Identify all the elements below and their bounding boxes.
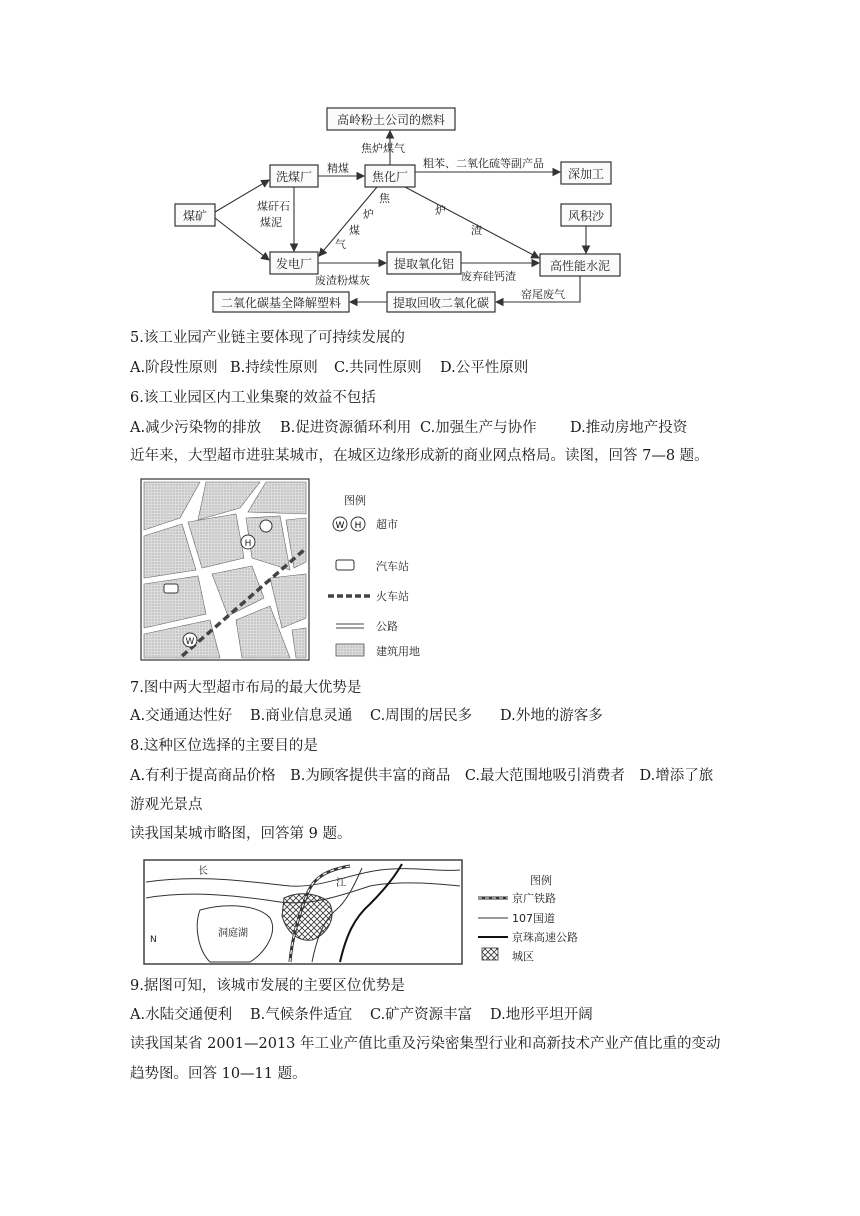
question-5: 5.该工业园产业链主要体现了可持续发展的 <box>130 330 405 346</box>
q7-option-d: D.外地的游客多 <box>500 708 603 724</box>
node-mine: 煤矿 <box>182 209 208 223</box>
intro-10-11-line2: 趋势图。回答 10—11 题。 <box>130 1066 307 1082</box>
q9-option-a: A.水陆交通便利 <box>130 1007 233 1023</box>
map-supermarket-h: H <box>244 539 252 549</box>
node-wash: 洗煤厂 <box>275 170 313 184</box>
edge-slag-1: 炉 <box>435 204 446 217</box>
q6-option-c: C.加强生产与协作 <box>420 420 537 436</box>
question-8-options-line2: 游观光景点 <box>130 797 203 813</box>
legend-supermarket: 超市 <box>376 518 398 531</box>
q6-option-b: B.促进资源循环利用 <box>280 420 412 436</box>
q7-option-b: B.商业信息灵通 <box>250 708 353 724</box>
node-co2: 提取回收二氧化碳 <box>392 296 490 310</box>
q7-option-c: C.周围的居民多 <box>370 708 473 724</box>
edge-coke-gas-v2: 炉 <box>363 208 374 221</box>
question-8-options-line1: A.有利于提高商品价格 B.为顾客提供丰富的商品 C.最大范围地吸引消费者 D.增添了旅 <box>130 768 714 784</box>
node-coke: 焦化厂 <box>371 170 409 184</box>
node-deep: 深加工 <box>567 167 605 181</box>
q9-option-b: B.气候条件适宜 <box>250 1007 353 1023</box>
edge-kiln-gas: 窑尾废气 <box>521 288 565 301</box>
legend-bus: 汽车站 <box>376 560 409 573</box>
legend-w: W <box>335 521 345 531</box>
industrial-chain-diagram <box>165 100 625 318</box>
intro-10-11-line1: 读我国某省 2001—2013 年工业产值比重及污染密集型行业和高新技术产业产值比重的变动 <box>130 1036 721 1052</box>
question-7: 7.图中两大型超市布局的最大优势是 <box>130 680 362 696</box>
q6-option-a: A.减少污染物的排放 <box>130 420 262 436</box>
legend-urban: 城区 <box>512 950 534 963</box>
legend-h: H <box>354 521 362 531</box>
question-7-options <box>130 706 603 726</box>
node-cement: 高性能水泥 <box>549 259 611 273</box>
question-6: 6.该工业园区内工业集聚的效益不包括 <box>130 390 376 406</box>
edge-coke-gas-v4: 气 <box>335 238 346 251</box>
legend-urban-icon <box>482 948 498 960</box>
q5-option-c: C.共同性原则 <box>334 360 422 376</box>
q5-option-a: A.阶段性原则 <box>130 360 218 376</box>
edge-slag-2: 渣 <box>471 224 482 237</box>
edge-fly-ash: 废渣粉煤灰 <box>315 274 370 287</box>
edge-gangue: 煤矸石 <box>257 200 290 213</box>
map-bus-station-icon <box>164 584 178 593</box>
edge-ca-slag: 废弃硅钙渣 <box>461 270 516 283</box>
q7-option-a: A.交通通达性好 <box>130 708 233 724</box>
supermarket-map <box>140 478 450 662</box>
node-sand: 风积沙 <box>567 209 605 223</box>
q5-option-d: D.公平性原则 <box>440 360 529 376</box>
edge-slime: 煤泥 <box>260 216 282 229</box>
north-arrow-icon: N <box>150 935 157 945</box>
edge-coke-gas-v1: 焦 <box>379 192 390 205</box>
question-6-options <box>130 418 687 438</box>
river-label-2: 江 <box>336 878 346 889</box>
city-map <box>140 856 620 968</box>
map-supermarket-w: W <box>185 637 195 647</box>
q6-option-d: D.推动房地产投资 <box>570 420 688 436</box>
q9-option-c: C.矿产资源丰富 <box>370 1007 473 1023</box>
question-9-options <box>130 1005 593 1025</box>
question-5-options <box>130 358 528 378</box>
q9-option-d: D.地形平坦开阔 <box>490 1007 593 1023</box>
lake-label: 洞庭湖 <box>218 928 248 939</box>
legend-built: 建筑用地 <box>376 645 420 658</box>
q5-option-b: B.持续性原则 <box>230 360 318 376</box>
edge-byproducts: 粗苯、二氧化硫等副产品 <box>423 157 544 170</box>
legend-train: 火车站 <box>376 590 409 603</box>
legend-national: 107国道 <box>512 912 555 925</box>
node-alumina: 提取氧化铝 <box>393 257 455 271</box>
legend2-title: 图例 <box>530 874 552 887</box>
legend-rail: 京广铁路 <box>512 892 556 905</box>
river-label-1: 长 <box>198 866 208 877</box>
legend-built-icon <box>336 644 364 656</box>
question-8: 8.这种区位选择的主要目的是 <box>130 738 318 754</box>
question-9: 9.据图可知，该城市发展的主要区位优势是 <box>130 978 405 994</box>
edge-fine-coal: 精煤 <box>327 162 349 175</box>
node-power: 发电厂 <box>275 257 313 271</box>
edge-coke-gas-v3: 煤 <box>349 224 360 237</box>
node-fuel: 高岭粉土公司的燃料 <box>336 113 446 127</box>
intro-7-8: 近年来，大型超市进驻某城市，在城区边缘形成新的商业网点格局。读图，回答 7—8 题。 <box>130 448 709 464</box>
intro-9: 读我国某城市略图，回答第 9 题。 <box>130 826 352 842</box>
legend-highway: 京珠高速公路 <box>512 931 578 944</box>
node-plastic: 二氧化碳基全降解塑料 <box>220 296 342 310</box>
legend-bus-icon <box>336 560 354 570</box>
legend-road: 公路 <box>376 620 398 633</box>
legend-title: 图例 <box>344 494 366 507</box>
edge-coke-gas: 焦炉煤气 <box>361 142 405 155</box>
